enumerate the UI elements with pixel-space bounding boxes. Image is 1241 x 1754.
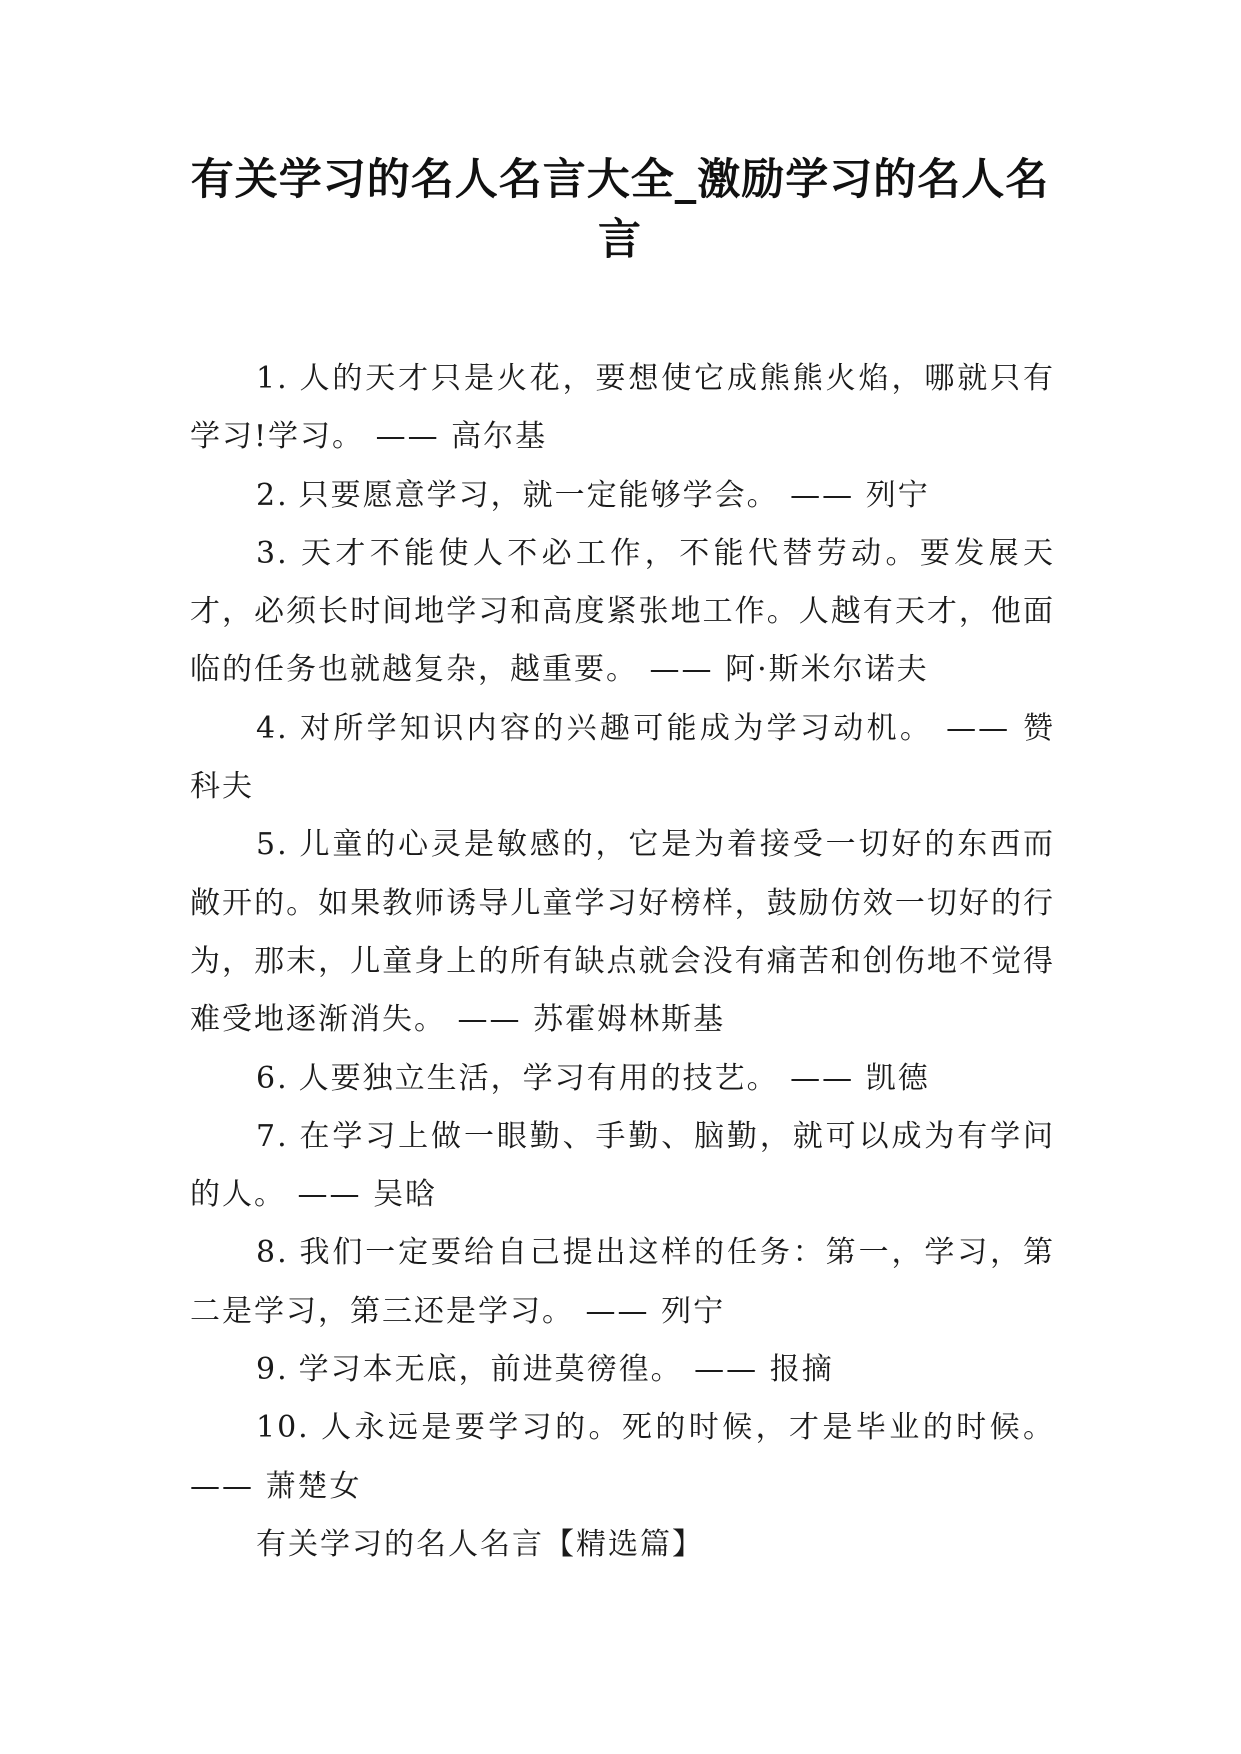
quote-number: 6. — [256, 1060, 289, 1096]
quote-6 — [190, 1050, 1055, 1108]
quote-author: —— 赞科夫 — [190, 710, 1055, 805]
quote-4 — [190, 700, 1055, 817]
quote-7 — [190, 1108, 1055, 1225]
quote-author: —— 列宁 — [790, 477, 930, 513]
document-title: 有关学习的名人名言大全_激励学习的名人名言 — [190, 155, 1050, 265]
quote-number: 8. — [256, 1235, 289, 1271]
quote-1 — [190, 350, 1055, 467]
quote-number: 5. — [256, 827, 289, 863]
quote-9 — [190, 1341, 1055, 1399]
quote-number: 2. — [256, 477, 289, 513]
quote-10 — [190, 1399, 1055, 1516]
quote-author: —— 凯德 — [790, 1060, 930, 1096]
quote-author: —— 报摘 — [694, 1352, 834, 1388]
quote-text: 我们一定要给自己提出这样的任务：第一，学习，第二是学习，第三还是学习。 — [190, 1235, 1055, 1329]
quote-author: —— 阿·斯米尔诺夫 — [649, 652, 929, 688]
quote-3 — [190, 525, 1055, 700]
quote-text: 对所学知识内容的兴趣可能成为学习动机。 — [298, 710, 934, 746]
quote-number: 10. — [256, 1410, 310, 1446]
document-body — [190, 350, 1055, 1574]
quote-text: 学习本无底，前进莫徬徨。 — [298, 1352, 683, 1388]
quote-number: 3. — [256, 535, 289, 571]
quote-text: 人要独立生活，学习有用的技艺。 — [298, 1060, 779, 1096]
quote-author: —— 高尔基 — [375, 419, 548, 455]
quote-5 — [190, 816, 1055, 1049]
section-heading: 有关学习的名人名言【精选篇】 — [256, 1526, 704, 1562]
quote-2 — [190, 467, 1055, 525]
quote-text: 人的天才只是火花，要想使它成熊熊火焰，哪就只有学习!学习。 — [190, 361, 1055, 455]
quote-author: —— 苏霍姆林斯基 — [457, 1002, 726, 1038]
quote-text: 在学习上做一眼勤、手勤、脑勤，就可以成为有学问的人。 — [190, 1118, 1055, 1213]
quote-text: 只要愿意学习，就一定能够学会。 — [298, 477, 779, 513]
quote-text: 天才不能使人不必工作，不能代替劳动。要发展天才，必须长时间地学习和高度紧张地工作。人越有天才，他面临的任务也就越复杂，越重要。 — [190, 535, 1055, 688]
quote-number: 4. — [256, 710, 289, 746]
quote-author: —— 萧楚女 — [190, 1468, 362, 1504]
quote-author: —— 列宁 — [585, 1293, 726, 1329]
quote-8 — [190, 1224, 1055, 1341]
quote-text: 人永远是要学习的。死的时候，才是毕业的时候。 — [319, 1410, 1055, 1446]
quote-number: 9. — [256, 1352, 289, 1388]
quote-author: —— 吴晗 — [297, 1177, 438, 1213]
quote-number: 7. — [256, 1118, 289, 1154]
quote-text: 儿童的心灵是敏感的，它是为着接受一切好的东西而敞开的。如果教师诱导儿童学习好榜样，鼓励仿效一切好的行为，那末，儿童身上的所有缺点就会没有痛苦和创伤地不觉得难受地逐渐消失。 — [190, 827, 1055, 1038]
quote-number: 1. — [256, 361, 289, 396]
